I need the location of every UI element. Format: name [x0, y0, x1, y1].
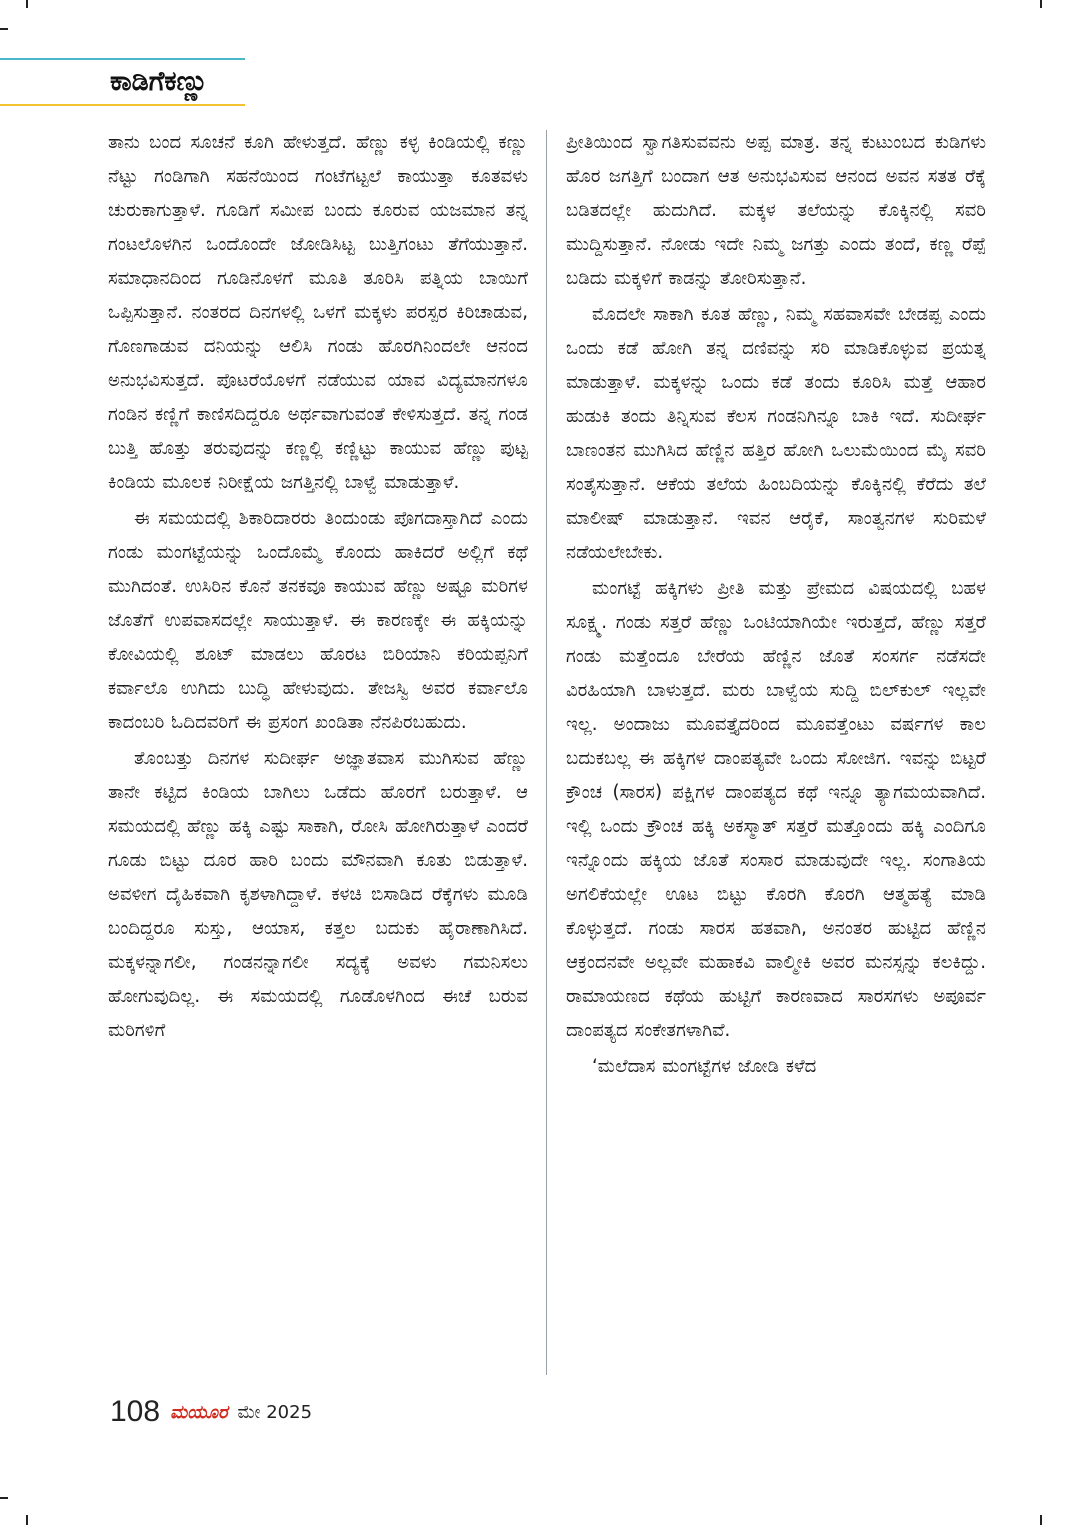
paragraph: ಮೊದಲೇ ಸಾಕಾಗಿ ಕೂತ ಹೆಣ್ಣು, ನಿಮ್ಮ ಸಹವಾಸವೇ ಬೇಡಪ್ಪ ಎಂದು ಒಂದು ಕಡೆ ಹೋಗಿ ತನ್ನ ದಣಿವನ್ನು ಸರಿ ಮಾಡಿಕೊಳ್ಳುವ ಪ್ರಯತ್ನ ಮಾಡುತ್ತಾಳೆ. ಮಕ್ಕಳನ್ನು ಒಂದು ಕಡೆ ತಂದು ಕೂರಿಸಿ ಮತ್ತೆ ಆಹಾರ ಹುಡುಕಿ ತಂದು ತಿನ್ನಿಸುವ ಕೆಲಸ ಗಂಡನಿಗಿನ್ನೂ ಬಾಕಿ ಇದೆ. ಸುದೀರ್ಘ ಬಾಣಂತನ ಮುಗಿಸಿದ ಹೆಣ್ಣಿನ ಹತ್ತಿರ ಹೋಗಿ ಒಲುಮೆಯಿಂದ ಮೈ ಸವರಿ ಸಂತೈಸುತ್ತಾನೆ. ಆಕೆಯ ತಲೆಯ ಹಿಂಬದಿಯನ್ನು ಕೊಕ್ಕಿನಲ್ಲಿ ಕೆರೆದು ತಲೆ ಮಾಲೀಷ್ ಮಾಡುತ್ತಾನೆ. ಇವನ ಆರೈಕೆ, ಸಾಂತ್ವನಗಳ ಸುರಿಮಳೆ ನಡೆಯಲೇಬೇಕು.: [566, 304, 986, 563]
paragraph: ‘ಮಲೆದಾಸ ಮಂಗಟ್ಟೆಗಳ ಜೋಡಿ ಕಳೆದ: [592, 1056, 817, 1077]
page-number: 108: [110, 1395, 161, 1428]
paragraph: ತಾನು ಬಂದ ಸೂಚನೆ ಕೂಗಿ ಹೇಳುತ್ತದೆ. ಹೆಣ್ಣು ಕಳ್ಳ ಕಿಂಡಿಯಲ್ಲಿ ಕಣ್ಣು ನೆಟ್ಟು ಗಂಡಿಗಾಗಿ ಸಹನೆಯಿಂದ ಗಂಟೆಗಟ್ಟಲೆ ಕಾಯುತ್ತಾ ಕೂತವಳು ಚುರುಕಾಗುತ್ತಾಳೆ. ಗೂಡಿಗೆ ಸಮೀಪ ಬಂದು ಕೂರುವ ಯಜಮಾನ ತನ್ನ ಗಂಟಲೊಳಗಿನ ಒಂದೊಂದೇ ಜೋಡಿಸಿಟ್ಟ ಬುತ್ತಿಗಂಟು ತೆಗೆಯುತ್ತಾನೆ. ಸಮಾಧಾನದಿಂದ ಗೂಡಿನೊಳಗೆ ಮೂತಿ ತೂರಿಸಿ ಪತ್ನಿಯ ಬಾಯಿಗೆ ಒಪ್ಪಿಸುತ್ತಾನೆ. ನಂತರದ ದಿನಗಳಲ್ಲಿ ಒಳಗೆ ಮಕ್ಕಳು ಪರಸ್ಪರ ಕಿರಿಚಾಡುವ, ಗೊಣಗಾಡುವ ದನಿಯನ್ನು ಆಲಿಸಿ ಗಂಡು ಹೊರಗಿನಿಂದಲೇ ಆನಂದ ಅನುಭವಿಸುತ್ತದೆ. ಪೊಟರೆಯೊಳಗೆ ನಡೆಯುವ ಯಾವ ವಿದ್ಯಮಾನಗಳೂ ಗಂಡಿನ ಕಣ್ಣಿಗೆ ಕಾಣಿಸದಿದ್ದರೂ ಅರ್ಥವಾಗುವಂತೆ ಕೇಳಿಸುತ್ತದೆ. ತನ್ನ ಗಂಡ ಬುತ್ತಿ ಹೊತ್ತು ತರುವುದನ್ನು ಕಣ್ಣಲ್ಲಿ ಕಣ್ಣಿಟ್ಟು ಕಾಯುವ ಹೆಣ್ಣು ಪುಟ್ಟ ಕಿಂಡಿಯ ಮೂಲಕ ನಿರೀಕ್ಷೆಯ ಜಗತ್ತಿನಲ್ಲಿ ಬಾಳ್ವೆ ಮಾಡುತ್ತಾಳೆ.: [108, 132, 528, 493]
paragraph: ಪ್ರೀತಿಯಿಂದ ಸ್ವಾಗತಿಸುವವನು ಅಪ್ಪ ಮಾತ್ರ. ತನ್ನ ಕುಟುಂಬದ ಕುಡಿಗಳು ಹೊರ ಜಗತ್ತಿಗೆ ಬಂದಾಗ ಆತ ಅನುಭವಿಸುವ ಆನಂದ ಅವನ ಸತತ ರೆಕ್ಕೆ ಬಡಿತದಲ್ಲೇ ಹುದುಗಿದೆ. ಮಕ್ಕಳ ತಲೆಯನ್ನು ಕೊಕ್ಕಿನಲ್ಲಿ ಸವರಿ ಮುದ್ದಿಸುತ್ತಾನೆ. ನೋಡು ಇದೇ ನಿಮ್ಮ ಜಗತ್ತು ಎಂದು ತಂದೆ, ಕಣ್ಣ ರೆಪ್ಪೆ ಬಡಿದು ಮಕ್ಕಳಿಗೆ ಕಾಡನ್ನು ತೋರಿಸುತ್ತಾನೆ.: [566, 132, 986, 289]
crop-mark-bottom-right: [1040, 1515, 1042, 1525]
crop-mark-top-right: [1040, 0, 1042, 8]
article-column-left: [108, 126, 528, 1381]
crop-mark-top-left: [26, 0, 28, 8]
header-rule-bottom: [0, 104, 245, 106]
column-divider: [546, 130, 547, 1375]
crop-mark-bottom-left: [26, 1515, 28, 1525]
crop-mark-left-lower: [0, 1497, 8, 1499]
section-title: ಕಾಡಿಗೆಕಣ್ಣು: [110, 66, 209, 97]
paragraph: ತೊಂಬತ್ತು ದಿನಗಳ ಸುದೀರ್ಘ ಅಜ್ಞಾತವಾಸ ಮುಗಿಸುವ ಹೆಣ್ಣು ತಾನೇ ಕಟ್ಟಿದ ಕಿಂಡಿಯ ಬಾಗಿಲು ಒಡೆದು ಹೊರಗೆ ಬರುತ್ತಾಳೆ. ಆ ಸಮಯದಲ್ಲಿ ಹೆಣ್ಣು ಹಕ್ಕಿ ಎಷ್ಟು ಸಾಕಾಗಿ, ರೋಸಿ ಹೋಗಿರುತ್ತಾಳೆ ಎಂದರೆ ಗೂಡು ಬಿಟ್ಟು ದೂರ ಹಾರಿ ಬಂದು ಮೌನವಾಗಿ ಕೂತು ಬಿಡುತ್ತಾಳೆ. ಅವಳೀಗ ದೈಹಿಕವಾಗಿ ಕೃಶಳಾಗಿದ್ದಾಳೆ. ಕಳಚಿ ಬಿಸಾಡಿದ ರೆಕ್ಕೆಗಳು ಮೂಡಿ ಬಂದಿದ್ದರೂ ಸುಸ್ತು, ಆಯಾಸ, ಕತ್ತಲ ಬದುಕು ಹೈರಾಣಾಗಿಸಿದೆ. ಮಕ್ಕಳನ್ನಾಗಲೀ, ಗಂಡನನ್ನಾಗಲೀ ಸದ್ಯಕ್ಕೆ ಅವಳು ಗಮನಿಸಲು ಹೋಗುವುದಿಲ್ಲ. ಈ ಸಮಯದಲ್ಲಿ ಗೂಡೊಳಗಿಂದ ಈಚೆ ಬರುವ ಮರಿಗಳಿಗೆ: [108, 748, 528, 1041]
page-footer: [110, 1392, 312, 1432]
crop-mark-left-upper: [0, 28, 8, 30]
paragraph: ಮಂಗಟ್ಟೆ ಹಕ್ಕಿಗಳು ಪ್ರೀತಿ ಮತ್ತು ಪ್ರೇಮದ ವಿಷಯದಲ್ಲಿ ಬಹಳ ಸೂಕ್ಷ್ಮ. ಗಂಡು ಸತ್ತರೆ ಹೆಣ್ಣು ಒಂಟಿಯಾಗಿಯೇ ಇರುತ್ತದೆ, ಹೆಣ್ಣು ಸತ್ತರೆ ಗಂಡು ಮತ್ತೆಂದೂ ಬೇರೆಯ ಹೆಣ್ಣಿನ ಜೊತೆ ಸಂಸರ್ಗ ನಡೆಸದೇ ವಿರಹಿಯಾಗಿ ಬಾಳುತ್ತದೆ. ಮರು ಬಾಳ್ವೆಯ ಸುದ್ದಿ ಬಿಲ್‌ಕುಲ್ ಇಲ್ಲವೇ ಇಲ್ಲ. ಅಂದಾಜು ಮೂವತ್ತೈದರಿಂದ ಮೂವತ್ತೆಂಟು ವರ್ಷಗಳ ಕಾಲ ಬದುಕಬಲ್ಲ ಈ ಹಕ್ಕಿಗಳ ದಾಂಪತ್ಯವೇ ಒಂದು ಸೋಜಿಗ. ಇವನ್ನು ಬಿಟ್ಟರೆ ಕ್ರೌಂಚ (ಸಾರಸ) ಪಕ್ಷಿಗಳ ದಾಂಪತ್ಯದ ಕಥೆ ಇನ್ನೂ ತ್ಯಾಗಮಯವಾಗಿದೆ. ಇಲ್ಲಿ ಒಂದು ಕ್ರೌಂಚ ಹಕ್ಕಿ ಅಕಸ್ಮಾತ್ ಸತ್ತರೆ ಮತ್ತೊಂದು ಹಕ್ಕಿ ಎಂದಿಗೂ ಇನ್ನೊಂದು ಹಕ್ಕಿಯ ಜೊತೆ ಸಂಸಾರ ಮಾಡುವುದೇ ಇಲ್ಲ. ಸಂಗಾತಿಯ ಅಗಲಿಕೆಯಲ್ಲೇ ಊಟ ಬಿಟ್ಟು ಕೊರಗಿ ಕೊರಗಿ ಆತ್ಮಹತ್ಯೆ ಮಾಡಿ ಕೊಳ್ಳುತ್ತದೆ. ಗಂಡು ಸಾರಸ ಹತವಾಗಿ, ಅನಂತರ ಹುಟ್ಟಿದ ಹೆಣ್ಣಿನ ಆಕ್ರಂದನವೇ ಅಲ್ಲವೇ ಮಹಾಕವಿ ವಾಲ್ಮೀಕಿ ಅವರ ಮನಸ್ಸನ್ನು ಕಲಕಿದ್ದು. ರಾಮಾಯಣದ ಕಥೆಯ ಹುಟ್ಟಿಗೆ ಕಾರಣವಾದ ಸಾರಸಗಳು ಅಪೂರ್ವ ದಾಂಪತ್ಯದ ಸಂಕೇತಗಳಾಗಿವೆ.: [566, 578, 986, 1041]
issue-date: ಮೇ 2025: [237, 1401, 313, 1423]
magazine-logo: ಮಯೂರ: [170, 1401, 228, 1423]
article-column-right: [566, 126, 986, 1381]
paragraph: ಈ ಸಮಯದಲ್ಲಿ ಶಿಕಾರಿದಾರರು ತಿಂದುಂಡು ಪೊಗದಾಸ್ತಾಗಿದೆ ಎಂದು ಗಂಡು ಮಂಗಟ್ಟೆಯನ್ನು ಒಂದೊಮ್ಮೆ ಕೊಂದು ಹಾಕಿದರೆ ಅಲ್ಲಿಗೆ ಕಥೆ ಮುಗಿದಂತೆ. ಉಸಿರಿನ ಕೊನೆ ತನಕವೂ ಕಾಯುವ ಹೆಣ್ಣು ಅಷ್ಟೂ ಮರಿಗಳ ಜೊತೆಗೆ ಉಪವಾಸದಲ್ಲೇ ಸಾಯುತ್ತಾಳೆ. ಈ ಕಾರಣಕ್ಕೇ ಈ ಹಕ್ಕಿಯನ್ನು ಕೋವಿಯಲ್ಲಿ ಶೂಟ್ ಮಾಡಲು ಹೊರಟ ಬಿರಿಯಾನಿ ಕರಿಯಪ್ಪನಿಗೆ ಕರ್ವಾಲೊ ಉಗಿದು ಬುದ್ಧಿ ಹೇಳುವುದು. ತೇಜಸ್ವಿ ಅವರ ಕರ್ವಾಲೊ ಕಾದಂಬರಿ ಓದಿದವರಿಗೆ ಈ ಪ್ರಸಂಗ ಖಂಡಿತಾ ನೆನಪಿರಬಹುದು.: [108, 508, 528, 733]
section-header: [0, 58, 245, 110]
header-rule-top: [0, 58, 245, 60]
